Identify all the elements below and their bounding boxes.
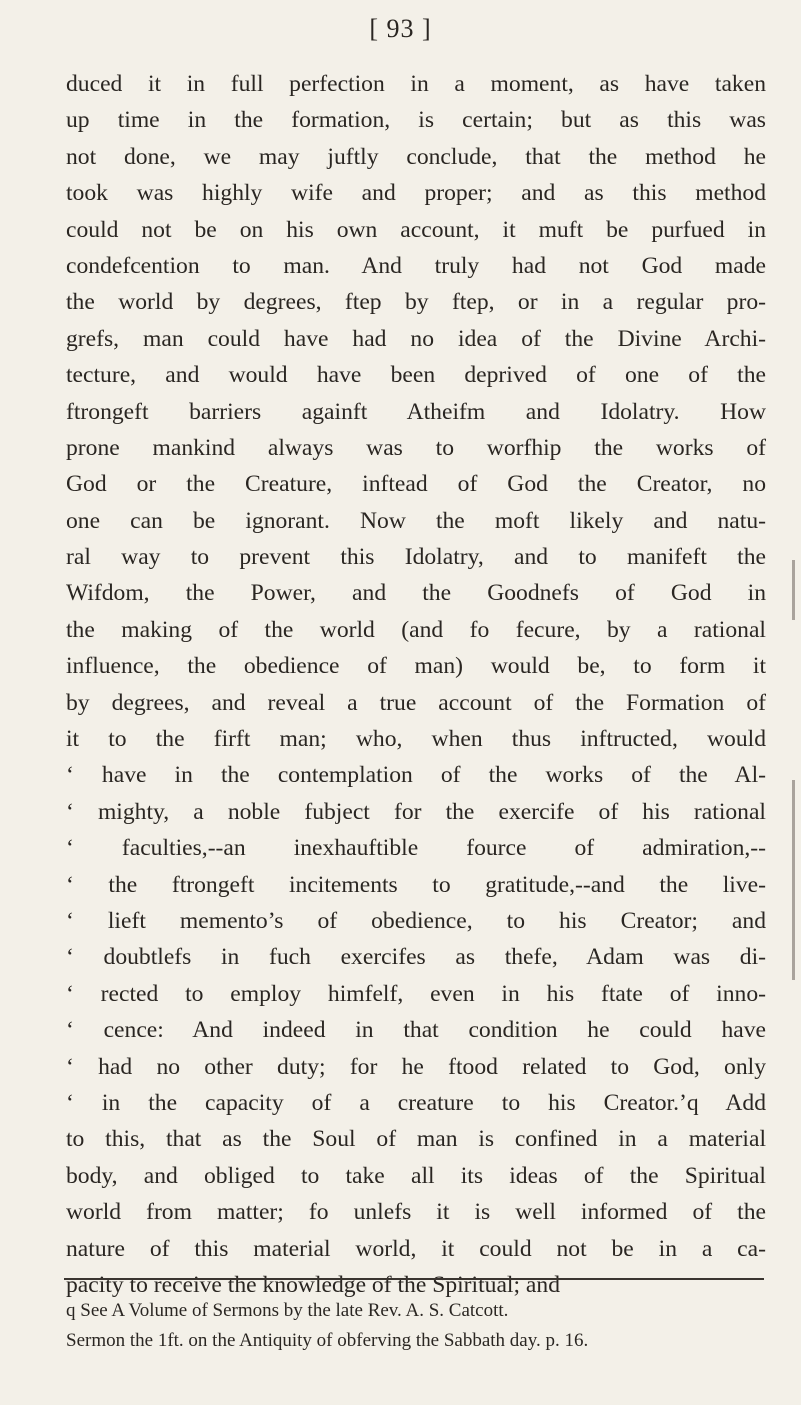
text-line: took was highly wife and proper; and as this method	[66, 180, 766, 207]
text-line: the world by degrees, ftep by ftep, or in a regular pro-	[66, 289, 766, 316]
text-line: ‘ rected to employ himfelf, even in his ftate of inno-	[66, 980, 766, 1007]
footnote-line: Sermon the 1ft. on the Antiquity of obferving the Sabbath day. p. 16.	[66, 1330, 589, 1351]
text-line: ‘ have in the contemplation of the works of the Al-	[66, 762, 766, 789]
text-line: prone mankind always was to worfhip the works of	[66, 434, 766, 461]
text-line: pacity to receive the knowledge of the Spiritual; and	[66, 1271, 560, 1298]
text-line: up time in the formation, is certain; but as this was	[66, 107, 766, 134]
text-line: ‘ cence: And indeed in that condition he could have	[66, 1017, 766, 1044]
footnote-rule	[64, 1278, 764, 1280]
footnote	[66, 1296, 766, 1356]
text-line: grefs, man could have had no idea of the Divine Archi-	[66, 325, 766, 352]
footnote-line: q See A Volume of Sermons by the late Rev. A. S. Catcott.	[66, 1300, 509, 1321]
page-edge-mark	[792, 560, 795, 620]
text-line: ‘ lieft memento’s of obedience, to his Creator; and	[66, 907, 766, 934]
text-line: tecture, and would have been deprived of one of the	[66, 362, 766, 389]
text-line: it to the firft man; who, when thus inftructed, would	[66, 726, 766, 753]
text-line: not done, we may juftly conclude, that the method he	[66, 143, 766, 170]
text-line: to this, that as the Soul of man is confined in a material	[66, 1126, 766, 1153]
text-line: ‘ had no other duty; for he ftood related to God, only	[66, 1053, 766, 1080]
page-edge-mark	[792, 780, 795, 980]
text-line: the making of the world (and fo fecure, by a rational	[66, 616, 766, 643]
body-text	[66, 66, 766, 1303]
text-line: body, and obliged to take all its ideas of the Spiritual	[66, 1162, 766, 1189]
text-line: God or the Creature, inftead of God the Creator, no	[66, 471, 766, 498]
text-line: ‘ doubtlefs in fuch exercifes as thefe, Adam was di-	[66, 944, 766, 971]
text-line: ftrongeft barriers againft Atheifm and Idolatry. How	[66, 398, 766, 425]
text-line: influence, the obedience of man) would be, to form it	[66, 653, 766, 680]
text-line: one can be ignorant. Now the moft likely and natu-	[66, 507, 766, 534]
text-line: ral way to prevent this Idolatry, and to manifeft the	[66, 544, 766, 571]
text-line: ‘ the ftrongeft incitements to gratitude,--and the live-	[66, 871, 766, 898]
text-line: world from matter; fo unlefs it is well informed of the	[66, 1199, 766, 1226]
text-line: nature of this material world, it could not be in a ca-	[66, 1235, 766, 1262]
text-line: condefcention to man. And truly had not God made	[66, 252, 766, 279]
text-line: duced it in full perfection in a moment, as have taken	[66, 71, 766, 97]
text-line: ‘ mighty, a noble fubject for the exercife of his rational	[66, 798, 766, 825]
text-line: Wifdom, the Power, and the Goodnefs of God in	[66, 580, 766, 607]
text-line: ‘ in the capacity of a creature to his Creator.’q Add	[66, 1089, 766, 1116]
text-line: by degrees, and reveal a true account of the Formation of	[66, 689, 766, 716]
text-line: could not be on his own account, it muft be purfued in	[66, 216, 766, 243]
page-number: [ 93 ]	[369, 14, 432, 43]
text-line: ‘ faculties,--an inexhauftible fource of admiration,--	[66, 835, 766, 862]
